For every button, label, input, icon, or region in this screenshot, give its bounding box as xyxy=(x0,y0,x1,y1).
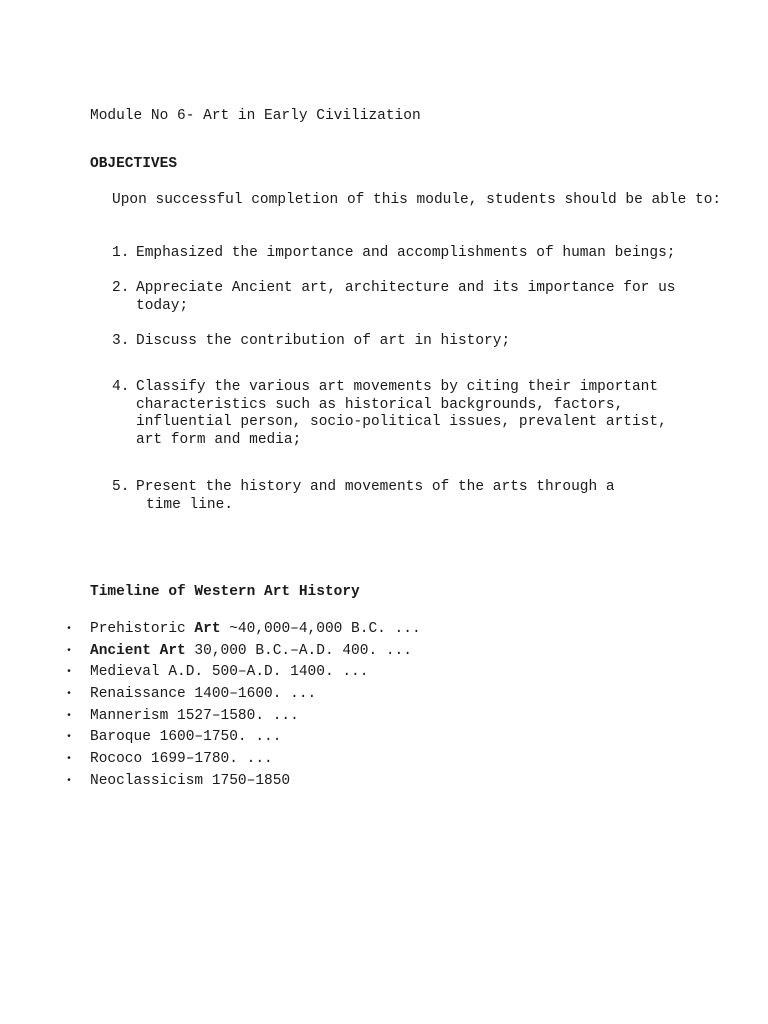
objective-4-line-4: art form and media; xyxy=(136,431,302,448)
objective-1-line-1: Emphasized the importance and accomplishments of human beings; xyxy=(136,245,676,261)
objective-4-line-1: Classify the various art movements by citing their important xyxy=(136,379,659,395)
timeline-entry-5: Mannerism 1527–1580. ... xyxy=(90,707,299,724)
objective-2-line-1: Appreciate Ancient art, architecture and its importance for us xyxy=(136,280,676,296)
timeline-entry-2 xyxy=(90,641,412,663)
objective-item-1 xyxy=(136,245,716,263)
bullet-icon: • xyxy=(66,754,73,766)
objective-number-4: 4. xyxy=(112,379,130,395)
timeline-entry-1-dates: ~40,000–4,000 B.C. ... xyxy=(220,621,421,637)
timeline-list xyxy=(0,619,421,793)
timeline-heading: Timeline of Western Art History xyxy=(90,584,360,600)
objective-4-line-2: characteristics such as historical backgrounds, factors, xyxy=(136,396,624,413)
bullet-icon: • xyxy=(66,710,73,722)
timeline-entry-1-bold: Art xyxy=(194,621,221,637)
objectives-intro xyxy=(90,192,730,210)
objective-item-3 xyxy=(136,333,716,351)
list-item xyxy=(0,706,299,728)
list-item xyxy=(0,619,421,641)
objective-number-2: 2. xyxy=(112,280,130,296)
objective-5-line-1: Present the history and movements of the arts through a xyxy=(136,479,615,495)
list-item xyxy=(0,771,291,793)
list-item xyxy=(0,684,317,706)
objective-2-line-2: today; xyxy=(136,297,189,314)
objective-5-line-2: time line. xyxy=(146,496,234,513)
objective-item-2 xyxy=(136,280,716,315)
bullet-icon: • xyxy=(66,645,73,657)
objective-4-line-3: influential person, socio-political issues, prevalent artist, xyxy=(136,414,667,430)
timeline-entry-3: Medieval A.D. 500–A.D. 1400. ... xyxy=(90,664,369,681)
objectives-heading: OBJECTIVES xyxy=(90,156,178,172)
bullet-icon: • xyxy=(66,775,73,787)
bullet-icon: • xyxy=(66,667,73,679)
timeline-entry-2-dates: 30,000 B.C.–A.D. 400. ... xyxy=(185,642,412,659)
timeline-entry-4: Renaissance 1400–1600. ... xyxy=(90,686,317,703)
list-item xyxy=(0,727,282,749)
bullet-icon: • xyxy=(66,689,73,701)
timeline-entry-1 xyxy=(90,619,421,641)
timeline-entry-7: Rococo 1699–1780. ... xyxy=(90,751,273,768)
timeline-entry-1-text: Prehistoric xyxy=(90,621,195,637)
list-item xyxy=(0,749,273,771)
timeline-entry-6: Baroque 1600–1750. ... xyxy=(90,729,282,746)
timeline-entry-8: Neoclassicism 1750–1850 xyxy=(90,772,291,789)
objective-item-5 xyxy=(136,479,716,514)
objective-item-4 xyxy=(136,379,716,449)
list-item xyxy=(0,641,412,663)
objectives-intro-text: Upon successful completion of this module, students should be able to: xyxy=(112,192,722,208)
bullet-icon: • xyxy=(66,732,73,744)
objective-number-5: 5. xyxy=(112,479,130,495)
objective-number-3: 3. xyxy=(112,333,130,349)
module-title: Module No 6- Art in Early Civilization xyxy=(90,108,421,124)
list-item xyxy=(0,662,369,684)
objective-number-1: 1. xyxy=(112,245,130,261)
bullet-icon: • xyxy=(66,624,73,635)
timeline-entry-2-bold: Ancient Art xyxy=(90,642,186,659)
objective-3-line-1: Discuss the contribution of art in history; xyxy=(136,333,511,349)
